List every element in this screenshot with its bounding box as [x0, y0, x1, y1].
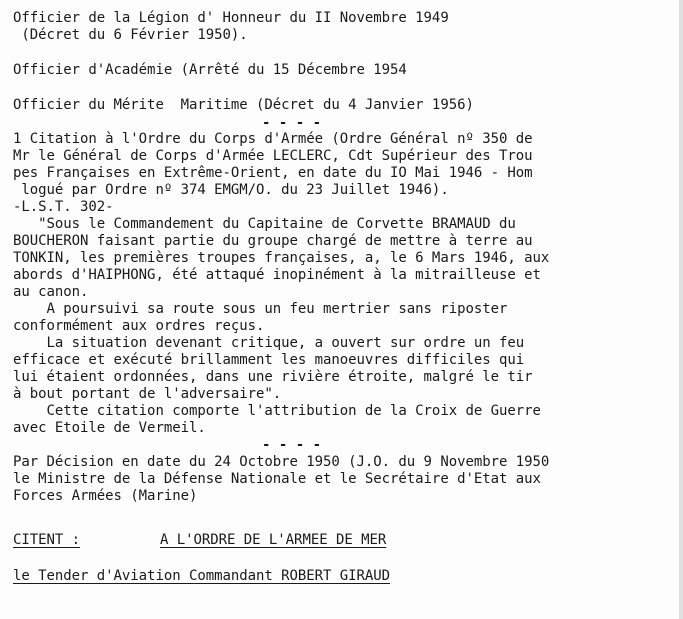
recipient-line: le Tender d'Aviation Commandant ROBERT GIRAUD — [13, 568, 391, 584]
separator-1: - - - - — [262, 115, 322, 131]
citation-line: TONKIN, les premières troupes françaises, a, le 6 Mars 1946, aux — [13, 250, 550, 266]
citation-line: lui étaient ordonnées, dans une rivière étroite, malgré le tir — [13, 369, 533, 385]
citation-line: "Sous le Commandement du Capitaine de Corvette BRAMAUD du — [13, 216, 516, 232]
citation-line: pes Françaises en Extrême-Orient, en date du IO Mai 1946 - Hom — [13, 165, 533, 181]
citation-reference: -L.S.T. 302- — [13, 199, 114, 215]
citation-line: efficace et exécuté brillamment les manoeuvres difficiles qui — [13, 352, 525, 368]
separator-2: - - - - — [262, 437, 322, 453]
citation-line: 1 Citation à l'Ordre du Corps d'Armée (Ordre Général nº 350 de — [13, 131, 533, 147]
citation-line: conformément aux ordres reçus. — [13, 318, 265, 334]
citation-line: Cette citation comporte l'attribution de la Croix de Guerre — [13, 403, 541, 419]
decision-line: le Ministre de la Défense Nationale et le Secrétaire d'Etat aux — [13, 471, 541, 487]
citation-line: au canon. — [13, 284, 89, 300]
decision-line: Forces Armées (Marine) — [13, 488, 198, 504]
citation-line: avec Etoile de Vermeil. — [13, 420, 206, 436]
officier-academie-line: Officier d'Académie (Arrêté du 15 Décembre 1954 — [13, 62, 407, 78]
citation-line: La situation devenant critique, a ouvert sur ordre un feu — [13, 335, 525, 351]
citent-order: A L'ORDRE DE L'ARMEE DE MER — [160, 532, 387, 548]
merite-maritime-line: Officier du Mérite Maritime (Décret du 4 Janvier 1956) — [13, 97, 474, 113]
legion-honneur-decree-line: (Décret du 6 Février 1950). — [13, 27, 248, 43]
decision-line: Par Décision en date du 24 Octobre 1950 (J.O. du 9 Novembre 1950 — [13, 454, 550, 470]
citation-line: abords d'HAIPHONG, été attaqué inopinément à la mitrailleuse et — [13, 267, 541, 283]
citent-label: CITENT : — [13, 532, 81, 548]
scan-edge — [679, 0, 683, 619]
citation-line: Mr le Général de Corps d'Armée LECLERC, Cdt Supérieur des Trou — [13, 148, 533, 164]
citation-line: A poursuivi sa route sous un feu mertrier sans riposter — [13, 301, 508, 317]
legion-honneur-line: Officier de la Légion d' Honneur du II Novembre 1949 — [13, 10, 449, 26]
citation-line: logué par Ordre nº 374 EMGM/O. du 23 Juillet 1946). — [13, 182, 449, 198]
citation-line: à bout portant de l'adversaire". — [13, 386, 282, 402]
citation-line: BOUCHERON faisant partie du groupe chargé de mettre à terre au — [13, 233, 533, 249]
